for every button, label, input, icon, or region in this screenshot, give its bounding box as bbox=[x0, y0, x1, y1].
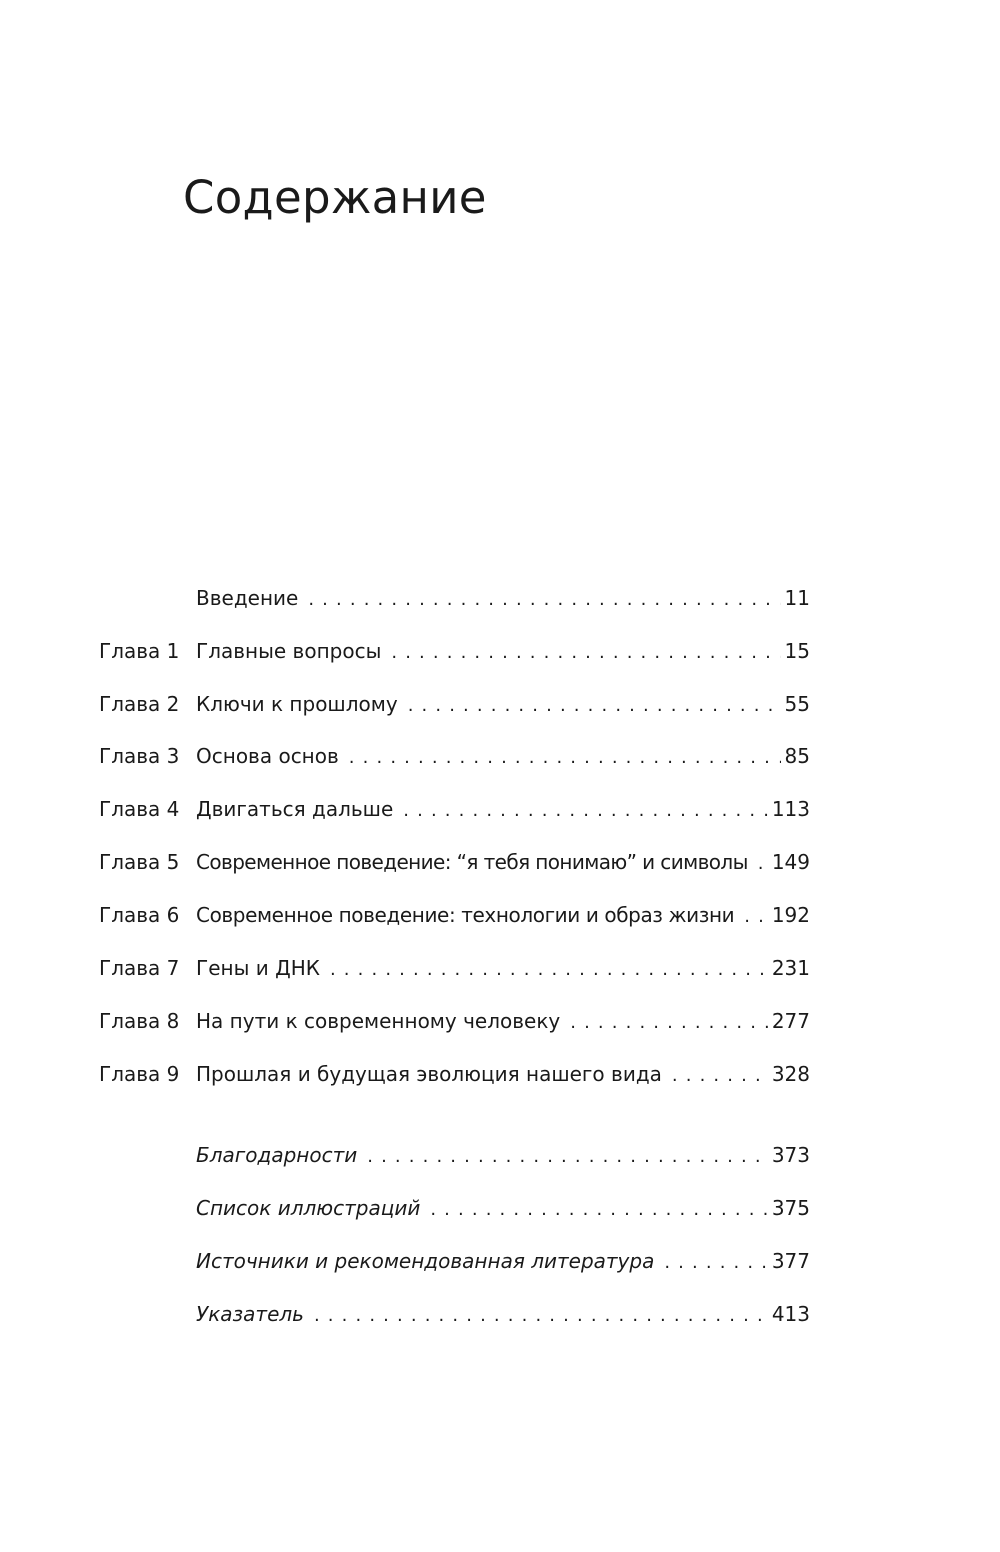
toc-entry-title: Ключи к прошлому bbox=[196, 692, 398, 716]
dot-leader bbox=[408, 691, 781, 721]
toc-entry bbox=[196, 900, 810, 932]
toc-entry-title: На пути к современному человеку bbox=[196, 1009, 561, 1033]
dot-leader bbox=[330, 955, 768, 985]
toc-entry bbox=[196, 583, 810, 615]
toc-entry-title: Двигаться дальше bbox=[196, 797, 394, 821]
toc-entry bbox=[196, 636, 810, 668]
toc-page-number: 413 bbox=[771, 1302, 810, 1326]
toc-entry-title: Источники и рекомендованная литература bbox=[196, 1249, 655, 1273]
toc-entry bbox=[196, 847, 810, 879]
toc-entry-chapter-7[interactable] bbox=[0, 953, 1000, 983]
dot-leader bbox=[349, 743, 781, 773]
toc-entry-chapter-1[interactable] bbox=[0, 636, 1000, 666]
toc-page-number: 55 bbox=[784, 692, 810, 716]
toc-page-number: 11 bbox=[784, 586, 810, 610]
toc-page-number: 373 bbox=[771, 1143, 810, 1167]
chapter-label: Глава 3 bbox=[99, 744, 180, 768]
chapter-label: Глава 2 bbox=[99, 692, 180, 716]
toc-page-number: 149 bbox=[771, 850, 810, 874]
toc-entry bbox=[196, 1059, 810, 1091]
toc-entry bbox=[196, 1299, 810, 1331]
dot-leader bbox=[672, 1061, 768, 1091]
toc-entry bbox=[196, 741, 810, 773]
dot-leader bbox=[308, 585, 780, 615]
chapter-label: Глава 7 bbox=[99, 956, 180, 980]
toc-entry-chapter-2[interactable] bbox=[0, 689, 1000, 719]
toc-entry-index[interactable] bbox=[0, 1299, 1000, 1329]
dot-leader bbox=[430, 1195, 767, 1225]
dot-leader bbox=[391, 638, 780, 668]
chapter-label: Глава 8 bbox=[99, 1009, 180, 1033]
toc-entry-chapter-5[interactable] bbox=[0, 847, 1000, 877]
toc-page-number: 377 bbox=[771, 1249, 810, 1273]
toc-entry-chapter-6[interactable] bbox=[0, 900, 1000, 930]
toc-entry-sources[interactable] bbox=[0, 1246, 1000, 1276]
toc-entry bbox=[196, 1006, 810, 1038]
toc-entry-title: Список иллюстраций bbox=[196, 1196, 421, 1220]
toc-page-number: 231 bbox=[771, 956, 810, 980]
toc-entry-title: Главные вопросы bbox=[196, 639, 382, 663]
toc-page-number: 375 bbox=[771, 1196, 810, 1220]
toc-entry-title: Современное поведение: “я тебя понимаю” и символы bbox=[196, 850, 748, 874]
dot-leader bbox=[367, 1142, 768, 1172]
dot-leader bbox=[403, 796, 768, 826]
toc-entry-list-of-illustrations[interactable] bbox=[0, 1193, 1000, 1223]
chapter-label: Глава 4 bbox=[99, 797, 180, 821]
toc-entry-title: Введение bbox=[196, 586, 299, 610]
toc-entry-title: Основа основ bbox=[196, 744, 339, 768]
toc-entry-title: Указатель bbox=[196, 1302, 304, 1326]
toc-entry-chapter-3[interactable] bbox=[0, 741, 1000, 771]
toc-entry-chapter-4[interactable] bbox=[0, 794, 1000, 824]
toc-entry bbox=[196, 794, 810, 826]
dot-leader bbox=[664, 1248, 767, 1278]
toc-page-number: 328 bbox=[771, 1062, 810, 1086]
dot-leader bbox=[744, 902, 768, 932]
toc-entry-title: Современное поведение: технологии и образ жизни bbox=[196, 903, 735, 927]
toc-page-number: 192 bbox=[771, 903, 810, 927]
page-title: Содержание bbox=[183, 171, 487, 224]
toc-entry bbox=[196, 1193, 810, 1225]
chapter-label: Глава 5 bbox=[99, 850, 180, 874]
chapter-label: Глава 6 bbox=[99, 903, 180, 927]
toc-entry-chapter-9[interactable] bbox=[0, 1059, 1000, 1089]
toc-page-number: 85 bbox=[784, 744, 810, 768]
dot-leader bbox=[570, 1008, 768, 1038]
toc-page-number: 15 bbox=[784, 639, 810, 663]
chapter-label: Глава 1 bbox=[99, 639, 180, 663]
chapter-label: Глава 9 bbox=[99, 1062, 180, 1086]
toc-entry bbox=[196, 689, 810, 721]
toc-entry bbox=[196, 1140, 810, 1172]
toc-entry-title: Прошлая и будущая эволюция нашего вида bbox=[196, 1062, 662, 1086]
toc-entry bbox=[196, 1246, 810, 1278]
toc-page-number: 277 bbox=[771, 1009, 810, 1033]
toc-entry bbox=[196, 953, 810, 985]
dot-leader bbox=[758, 849, 768, 879]
toc-entry-title: Благодарности bbox=[196, 1143, 358, 1167]
dot-leader bbox=[314, 1301, 768, 1331]
toc-entry-introduction[interactable] bbox=[0, 583, 1000, 613]
toc-page-number: 113 bbox=[771, 797, 810, 821]
toc-entry-chapter-8[interactable] bbox=[0, 1006, 1000, 1036]
toc-entry-acknowledgements[interactable] bbox=[0, 1140, 1000, 1170]
toc-entry-title: Гены и ДНК bbox=[196, 956, 320, 980]
